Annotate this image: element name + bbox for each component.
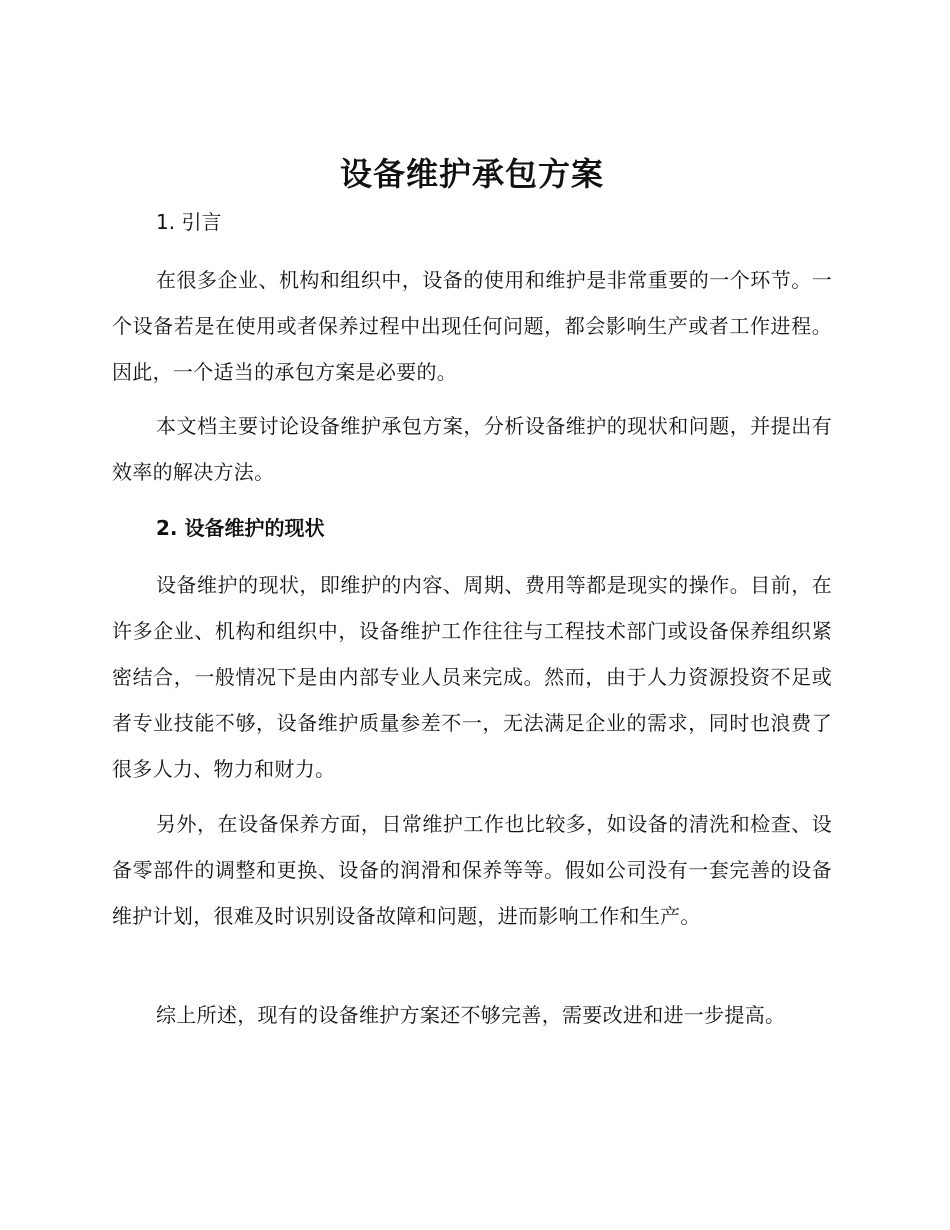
- paragraph-status-3: 综上所述，现有的设备维护方案还不够完善，需要改进和进一步提高。: [156, 1003, 786, 1027]
- paragraph-introduction-1: 在很多企业、机构和组织中，设备的使用和维护是非常重要的一个环节。一个设备若是在使用或者保养过程中出现任何问题，都会影响生产或者工作进程。因此，一个适当的承包方案是必要的。: [112, 268, 832, 384]
- section-heading-status: 2. 设备维护的现状: [156, 516, 325, 540]
- paragraph-status-2: 另外，在设备保养方面，日常维护工作也比较多，如设备的清洗和检查、设备零部件的调整和更换、设备的润滑和保养等等。假如公司没有一套完善的设备维护计划，很难及时识别设备故障和问题，进而影响工作和生产。: [112, 812, 832, 928]
- section-heading-introduction: 1. 引言: [156, 210, 222, 234]
- document-title: 设备维护承包方案: [339, 155, 604, 193]
- paragraph-introduction-2: 本文档主要讨论设备维护承包方案，分析设备维护的现状和问题，并提出有效率的解决方法。: [112, 414, 832, 484]
- paragraph-status-1: 设备维护的现状，即维护的内容、周期、费用等都是现实的操作。目前，在许多企业、机构和组织中，设备维护工作往往与工程技术部门或设备保养组织紧密结合，一般情况下是由内部专业人员来完成。然而，由于人力资源投资不足或者专业技能不够，设备维护质量参差不一，无法满足企业的需求，同时也浪费了很多人力、物力和财力。: [112, 573, 832, 781]
